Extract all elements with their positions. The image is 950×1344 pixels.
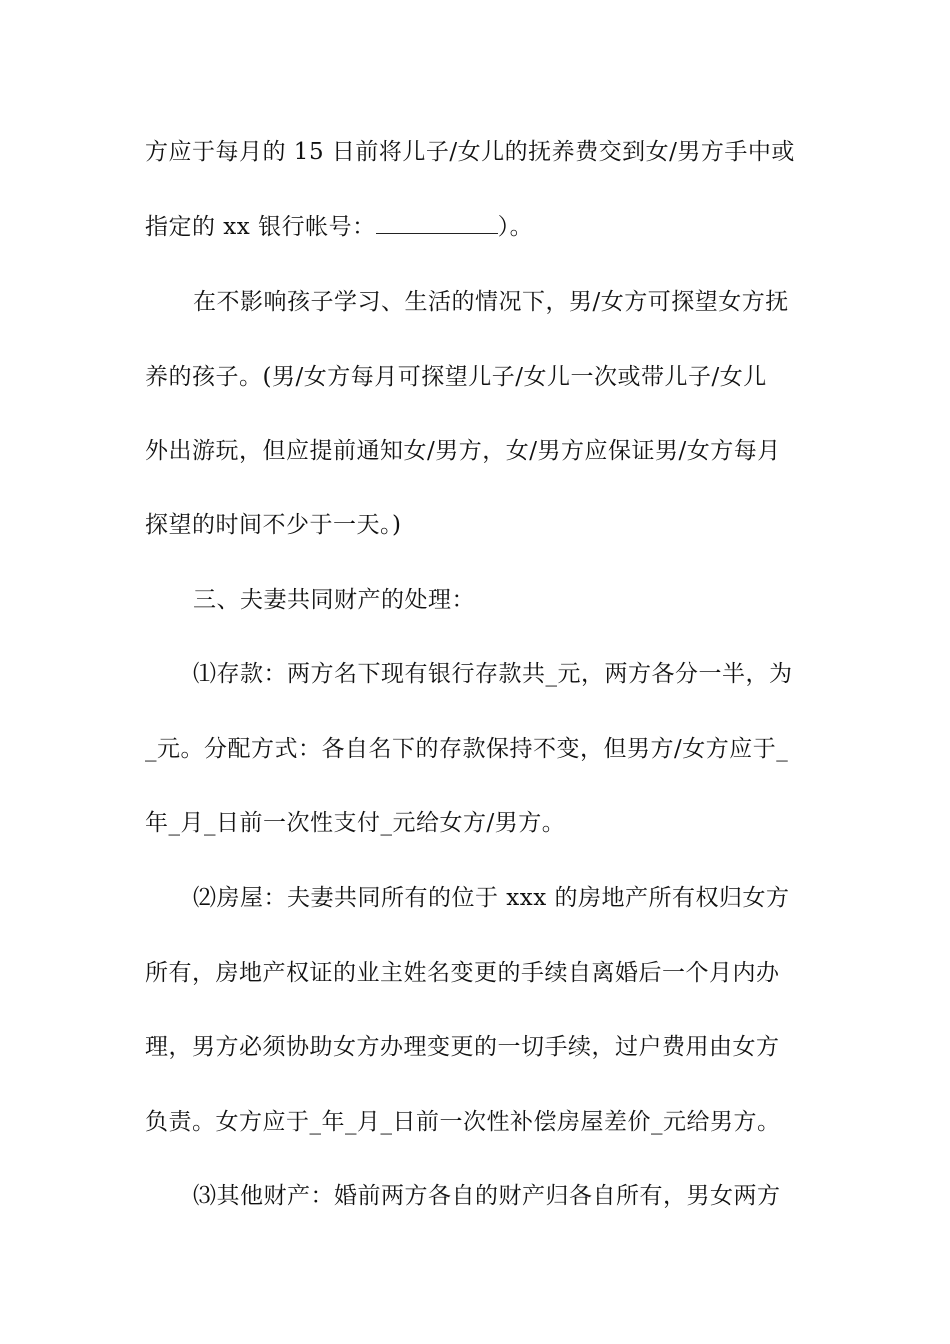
text-line: 养的孩子。(男/女方每月可探望儿子/女儿一次或带儿子/女儿: [145, 364, 767, 390]
text-line: 年_月_日前一次性支付_元给女方/男方。: [145, 810, 566, 836]
text-line: 在不影响孩子学习、生活的情况下，男/女方可探望女方抚: [193, 289, 789, 315]
text-line: ⑶其他财产：婚前两方各自的财产归各自所有，男女两方: [193, 1183, 781, 1209]
text-line: 探望的时间不少于一天。): [145, 512, 402, 538]
text-segment: ）。: [497, 214, 534, 240]
text-line: 理，男方必须协助女方办理变更的一切手续，过户费用由女方: [145, 1034, 780, 1060]
section-heading: 三、夫妻共同财产的处理：: [193, 587, 475, 613]
account-number-blank: [376, 215, 498, 234]
text-line: ⑴存款：两方名下现有银行存款共_元，两方各分一半，为: [193, 661, 793, 687]
text-line: [145, 212, 825, 242]
text-line: 方应于每月的 15 日前将儿子/女儿的抚养费交到女/男方手中或: [145, 139, 795, 165]
text-segment: 指定的 xx 银行帐号：: [145, 214, 376, 240]
text-line: _元。分配方式：各自名下的存款保持不变，但男方/女方应于_: [145, 736, 789, 762]
text-line: 所有，房地产权证的业主姓名变更的手续自离婚后一个月内办: [145, 960, 780, 986]
text-line: ⑵房屋：夫妻共同所有的位于 xxx 的房地产所有权归女方: [193, 885, 790, 911]
text-line: 外出游玩，但应提前通知女/男方，女/男方应保证男/女方每月: [145, 438, 781, 464]
text-line: 负责。女方应于_年_月_日前一次性补偿房屋差价_元给男方。: [145, 1109, 781, 1135]
